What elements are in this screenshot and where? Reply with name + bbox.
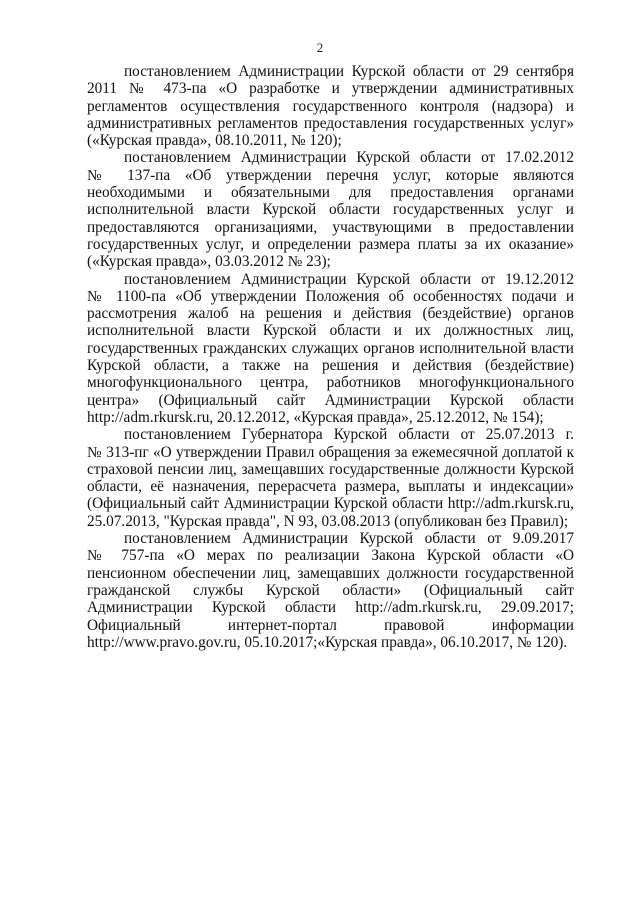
resolution-paragraph [87,426,574,530]
text-line: 2011 № 473-па «О разработке и утверждении административных [87,80,574,98]
text-line: Официальный интернет-портал правовой информации [87,616,574,634]
text-line: постановлением Администрации Курской области от 19.12.2012 [124,270,574,288]
text-line: № 313-пг «О утверждении Правил обращения за ежемесячной доплатой к [87,443,574,461]
text-line: страховой пенсии лиц, замещавших государственные должности Курской [87,460,574,478]
resolution-paragraph [87,149,574,270]
text-line: предоставляются организациями, участвующими в предоставлении [87,218,574,236]
text-line: («Курская правда», 03.03.2012 № 23); [87,253,331,271]
text-line: многофункционального центра, работников многофункционального [87,374,574,392]
text-line: государственных услуг, и определении размера платы за их оказание» [87,235,574,253]
text-line: (Официальный сайт Администрации Курской области http://adm.rkursk.ru, [87,495,574,513]
text-line: рассмотрения жалоб на решения и действия (бездействие) органов [87,305,574,323]
text-line: постановлением Администрации Курской области от 29 сентября [124,63,574,80]
resolution-paragraph [87,271,574,427]
document-body [87,63,574,651]
text-line: постановлением Губернатора Курской области от 25.07.2013 г. [124,426,574,444]
text-line: исполнительной власти Курской области государственных услуг и [87,201,574,219]
text-line: постановлением Администрации Курской области от 17.02.2012 [124,149,574,167]
text-line: № 757-па «О мерах по реализации Закона Курской области «О [87,547,574,565]
text-line: центра» (Официальный сайт Администрации Курской области [87,391,574,409]
text-line: 25.07.2013, "Курская правда", N 93, 03.08.2013 (опубликован без Правил); [87,512,569,530]
text-line: http://www.pravo.gov.ru, 05.10.2017;«Курская правда», 06.10.2017, № 120). [87,633,568,651]
resolution-paragraph [87,63,574,149]
text-line: необходимыми и обязательными для предоставления органами [87,184,574,202]
text-line: http://adm.rkursk.ru, 20.12.2012, «Курская правда», 25.12.2012, № 154); [87,408,544,426]
text-line: № 1100-па «Об утверждении Положения об особенностях подачи и [87,287,574,305]
text-line: области, её назначения, перерасчета размера, выплаты и индексации» [87,478,574,496]
text-line: административных регламентов предоставления государственных услуг» [87,114,574,132]
text-line: пенсионном обеспечении лиц, замещавших должности государственной [87,564,574,582]
text-line: государственных гражданских служащих органов исполнительной власти [87,339,574,357]
page-number: 2 [316,40,324,55]
resolution-paragraph [87,530,574,651]
text-line: гражданской службы Курской области» (Официальный сайт [87,581,574,599]
text-line: постановлением Администрации Курской области от 9.09.2017 [124,530,574,548]
text-line: Администрации Курской области http://adm.rkursk.ru, 29.09.2017; [87,599,574,617]
text-line: регламентов осуществления государственного контроля (надзора) и [87,97,574,115]
text-line: Курской области, а также на решения и действия (бездействие) [87,357,574,375]
text-line: («Курская правда», 08.10.2011, № 120); [87,132,342,150]
text-line: № 137-па «Об утверждении перечня услуг, которые являются [87,166,574,184]
text-line: исполнительной власти Курской области и их должностных лиц, [87,322,574,340]
